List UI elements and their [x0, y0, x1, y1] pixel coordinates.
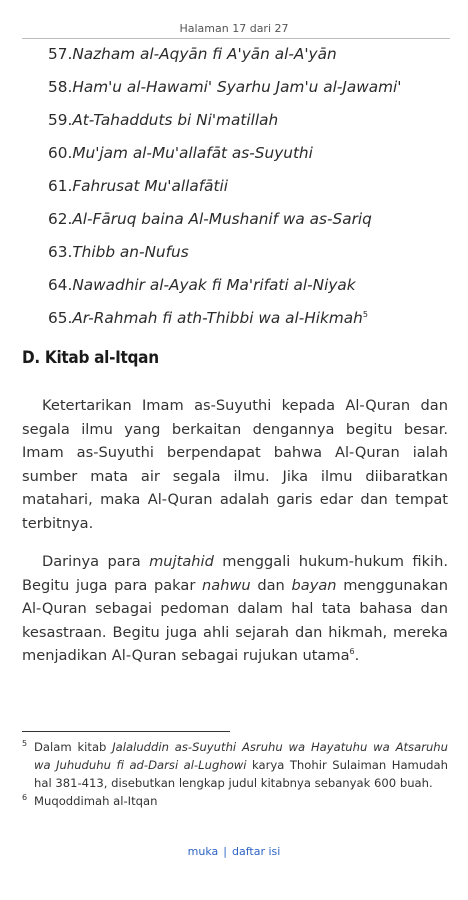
list-item [0, 141, 468, 174]
footnote-mark: 6 [22, 793, 28, 802]
page-nav [0, 845, 468, 858]
footnote-6 [22, 792, 448, 810]
list-item [0, 306, 468, 339]
item-number: 64. [48, 276, 73, 294]
paragraph-text: menggali hukum-hukum fikih. Begitu juga para pakar [22, 553, 448, 594]
list-item [0, 207, 468, 240]
paragraph-text: Ketertarikan Imam as-Suyuthi kepada Al-Quran dan segala ilmu yang berkaitan dengannya begitu besar. Imam as-Suyuthi berpendapat bahwa Al-Quran ialah sumber mata air segala ilmu. Jika ilmu diibaratkan matahari, maka Al-Quran adalah garis edar dan tempat terbitnya. [22, 397, 448, 532]
section-heading: D. Kitab al-Itqan [22, 348, 159, 368]
list-item [0, 42, 468, 75]
list-item [0, 174, 468, 207]
item-number: 61. [48, 177, 73, 195]
footnote-ref[interactable]: 6 [349, 647, 355, 657]
footnotes [22, 738, 448, 810]
italic-term: nahwu [202, 576, 251, 594]
footnote-divider [22, 731, 230, 732]
list-item [0, 75, 468, 108]
item-title: Nawadhir al-Ayak fi Ma'rifati al-Niyak [72, 276, 356, 294]
item-title: At-Tahadduts bi Ni'matillah [72, 111, 279, 129]
paragraph-text: Darinya para [42, 553, 150, 570]
paragraph-text: menggunakan Al-Quran sebagai pedoman dalam hal tata bahasa dan kesastraan. Begitu juga ahli sejarah dan hikmah, mereka menjadikan Al-Quran sebagai rujukan utama [22, 576, 449, 665]
item-title: Ham'u al-Hawami' Syarhu Jam'u al-Jawami' [72, 78, 402, 96]
footnote-text: Muqoddimah al-Itqan [34, 794, 158, 808]
italic-term: bayan [291, 576, 337, 594]
item-number: 60. [48, 144, 73, 162]
book-list [0, 42, 468, 339]
footnote-text: karya Thohir Sulaiman Hamudah hal 381-413, disebutkan lengkap judul kitabnya sebanyak 600 buah. [34, 758, 448, 790]
list-item [0, 240, 468, 273]
footnote-5 [22, 738, 448, 792]
list-item [0, 273, 468, 306]
paragraph-text: dan [250, 576, 292, 594]
item-number: 65. [48, 309, 73, 327]
footnote-book-title: Jalaluddin as-Suyuthi Asruhu wa Hayatuhu wa Atsaruhu wa Juhuduhu fi ad-Darsi al-Lughowi [34, 740, 449, 772]
paragraph-text: . [354, 647, 360, 665]
footnote-text: Dalam kitab [34, 740, 113, 754]
toc-link[interactable]: daftar isi [232, 845, 281, 858]
page-indicator: Halaman 17 dari 27 [179, 22, 289, 35]
item-number: 58. [48, 78, 73, 96]
nav-separator: | [223, 845, 227, 858]
item-title: Ar-Rahmah fi ath-Thibbi wa al-Hikmah [72, 309, 363, 327]
item-number: 62. [48, 210, 73, 228]
home-link[interactable]: muka [187, 845, 219, 858]
item-number: 57. [48, 45, 73, 63]
footnote-ref[interactable]: 5 [362, 309, 368, 319]
item-number: 63. [48, 243, 73, 261]
item-title: Thibb an-Nufus [72, 243, 189, 261]
item-title: Al-Fāruq baina Al-Mushanif wa as-Sariq [72, 210, 372, 228]
item-number: 59. [48, 111, 73, 129]
paragraph [22, 550, 448, 668]
italic-term: mujtahid [149, 553, 214, 570]
item-title: Nazham al-Aqyān fi A'yān al-A'yān [72, 45, 337, 63]
item-title: Mu'jam al-Mu'allafāt as-Suyuthi [72, 144, 313, 162]
paragraph [22, 394, 448, 536]
footnote-mark: 5 [22, 739, 28, 748]
item-title: Fahrusat Mu'allafātii [72, 177, 228, 195]
list-item [0, 108, 468, 141]
header-divider [22, 38, 450, 39]
